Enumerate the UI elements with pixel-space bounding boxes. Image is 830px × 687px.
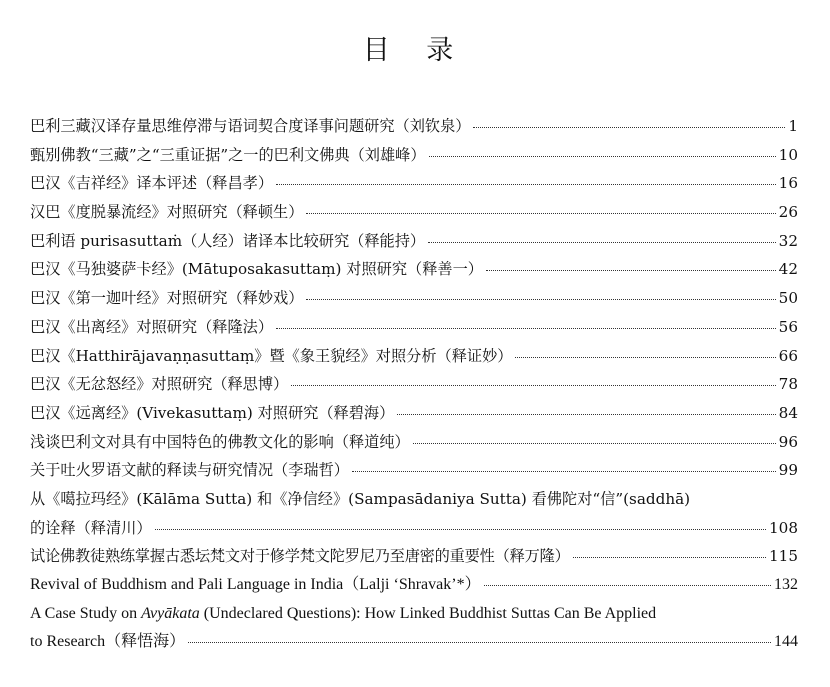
- toc-entry-title: 巴汉《吉祥经》译本评述（释昌孝）: [30, 174, 273, 193]
- page-title: 目 录: [362, 35, 468, 66]
- toc-entry-title: 巴利语 purisasuttaṁ（人经）诸译本比较研究（释能持）: [30, 231, 426, 250]
- toc-entry-page: 56: [778, 317, 798, 336]
- dot-leader: [429, 156, 776, 157]
- toc-entry-title: 浅谈巴利文对具有中国特色的佛教文化的影响（释道纯）: [30, 432, 410, 451]
- dot-leader: [188, 642, 771, 643]
- toc-entry-page: 78: [778, 375, 798, 394]
- toc-entry-title: 试论佛教徒熟练掌握古悉坛梵文对于修学梵文陀罗尼乃至唐密的重要性（释万隆）: [30, 547, 570, 566]
- toc-entry[interactable]: [30, 399, 798, 428]
- toc-entry[interactable]: [30, 542, 798, 571]
- toc-entry-title-line1[interactable]: [30, 600, 798, 629]
- dot-leader: [397, 414, 775, 415]
- dot-leader: [486, 270, 776, 271]
- toc-entry-page: 115: [769, 547, 798, 566]
- dot-leader: [573, 557, 766, 558]
- toc-entry[interactable]: [30, 198, 798, 227]
- toc-entry-title: 巴汉《出离经》对照研究（释隆法）: [30, 317, 273, 336]
- dot-leader: [306, 213, 775, 214]
- toc-entry[interactable]: [30, 227, 798, 256]
- dot-leader: [276, 184, 776, 185]
- dot-leader: [155, 529, 767, 530]
- toc-entry-page: 66: [778, 346, 798, 365]
- toc-entry[interactable]: [30, 313, 798, 342]
- toc-entry-page: 108: [769, 518, 798, 537]
- toc-entry[interactable]: [30, 456, 798, 485]
- toc-entry-title: 巴汉《马独婆萨卡经》(Mātuposakasuttaṃ) 对照研究（释善一）: [30, 260, 483, 279]
- dot-leader: [428, 242, 776, 243]
- toc-entry-page: 16: [778, 174, 798, 193]
- dot-leader: [413, 443, 776, 444]
- toc-entry[interactable]: [30, 342, 798, 371]
- title-suffix: (Undeclared Questions): How Linked Buddhist Suttas Can Be Applied: [199, 604, 657, 622]
- toc-entry-page: 26: [778, 203, 798, 222]
- dot-leader: [484, 585, 771, 586]
- toc-entry-title: 巴汉《远离经》(Vivekasuttaṃ) 对照研究（释碧海）: [30, 403, 395, 422]
- toc-entry[interactable]: [30, 514, 798, 543]
- toc-entry-title: 关于吐火罗语文献的释读与研究情况（李瑞哲）: [30, 461, 349, 480]
- toc-entry[interactable]: [30, 370, 798, 399]
- dot-leader: [291, 385, 775, 386]
- toc-entry-title: 巴汉《Hatthirājavaṇṇasuttaṃ》暨《象王貌经》对照分析（释证妙）: [30, 346, 513, 365]
- toc-entry-title: 巴汉《无忿怒经》对照研究（释思博）: [30, 375, 289, 394]
- toc-entry-title: 甄别佛教“三藏”之“三重证据”之一的巴利文佛典（刘雄峰）: [30, 145, 426, 164]
- table-of-contents: [30, 112, 798, 657]
- toc-entry[interactable]: [30, 112, 798, 141]
- toc-entry[interactable]: [30, 428, 798, 457]
- toc-entry-page: 132: [774, 576, 798, 593]
- toc-entry-page: 99: [778, 461, 798, 480]
- toc-entry-page: 42: [778, 260, 798, 279]
- dot-leader: [306, 299, 775, 300]
- toc-entry-page: 10: [778, 145, 798, 164]
- toc-entry-title: to Research（释悟海）: [30, 633, 186, 651]
- dot-leader: [473, 127, 785, 128]
- title-prefix: A Case Study on: [30, 604, 142, 622]
- toc-entry[interactable]: [30, 169, 798, 198]
- toc-entry-title: 的诠释（释清川）: [30, 518, 152, 537]
- toc-entry-page: 32: [778, 231, 798, 250]
- toc-entry[interactable]: [30, 255, 798, 284]
- toc-entry[interactable]: [30, 284, 798, 313]
- toc-entry-title: 汉巴《度脱暴流经》对照研究（释顿生）: [30, 203, 304, 222]
- toc-entry-page: 84: [778, 403, 798, 422]
- toc-entry-page: 50: [778, 289, 798, 308]
- dot-leader: [515, 357, 775, 358]
- toc-entry[interactable]: [30, 628, 798, 657]
- toc-entry-title: 巴汉《第一迦叶经》对照研究（释妙戏）: [30, 289, 304, 308]
- dot-leader: [276, 328, 776, 329]
- toc-entry-title: 巴利三藏汉译存量思维停滞与语词契合度译事问题研究（刘钦泉）: [30, 117, 471, 135]
- toc-entry-page: 144: [774, 633, 798, 651]
- toc-entry-page: 96: [778, 432, 798, 451]
- toc-entry-title-line1[interactable]: 从《噶拉玛经》(Kālāma Sutta) 和《净信经》(Sampasādaniya Sutta) 看佛陀对“信”(saddhā): [30, 489, 691, 508]
- dot-leader: [352, 471, 776, 472]
- toc-entry[interactable]: [30, 571, 798, 600]
- toc-entry-page: 1: [788, 117, 798, 135]
- toc-entry[interactable]: [30, 141, 798, 170]
- toc-entry-title: Revival of Buddhism and Pali Language in India（Lalji ‘Shravak’*）: [30, 576, 481, 593]
- title-italic-term: Avyākata: [141, 604, 200, 622]
